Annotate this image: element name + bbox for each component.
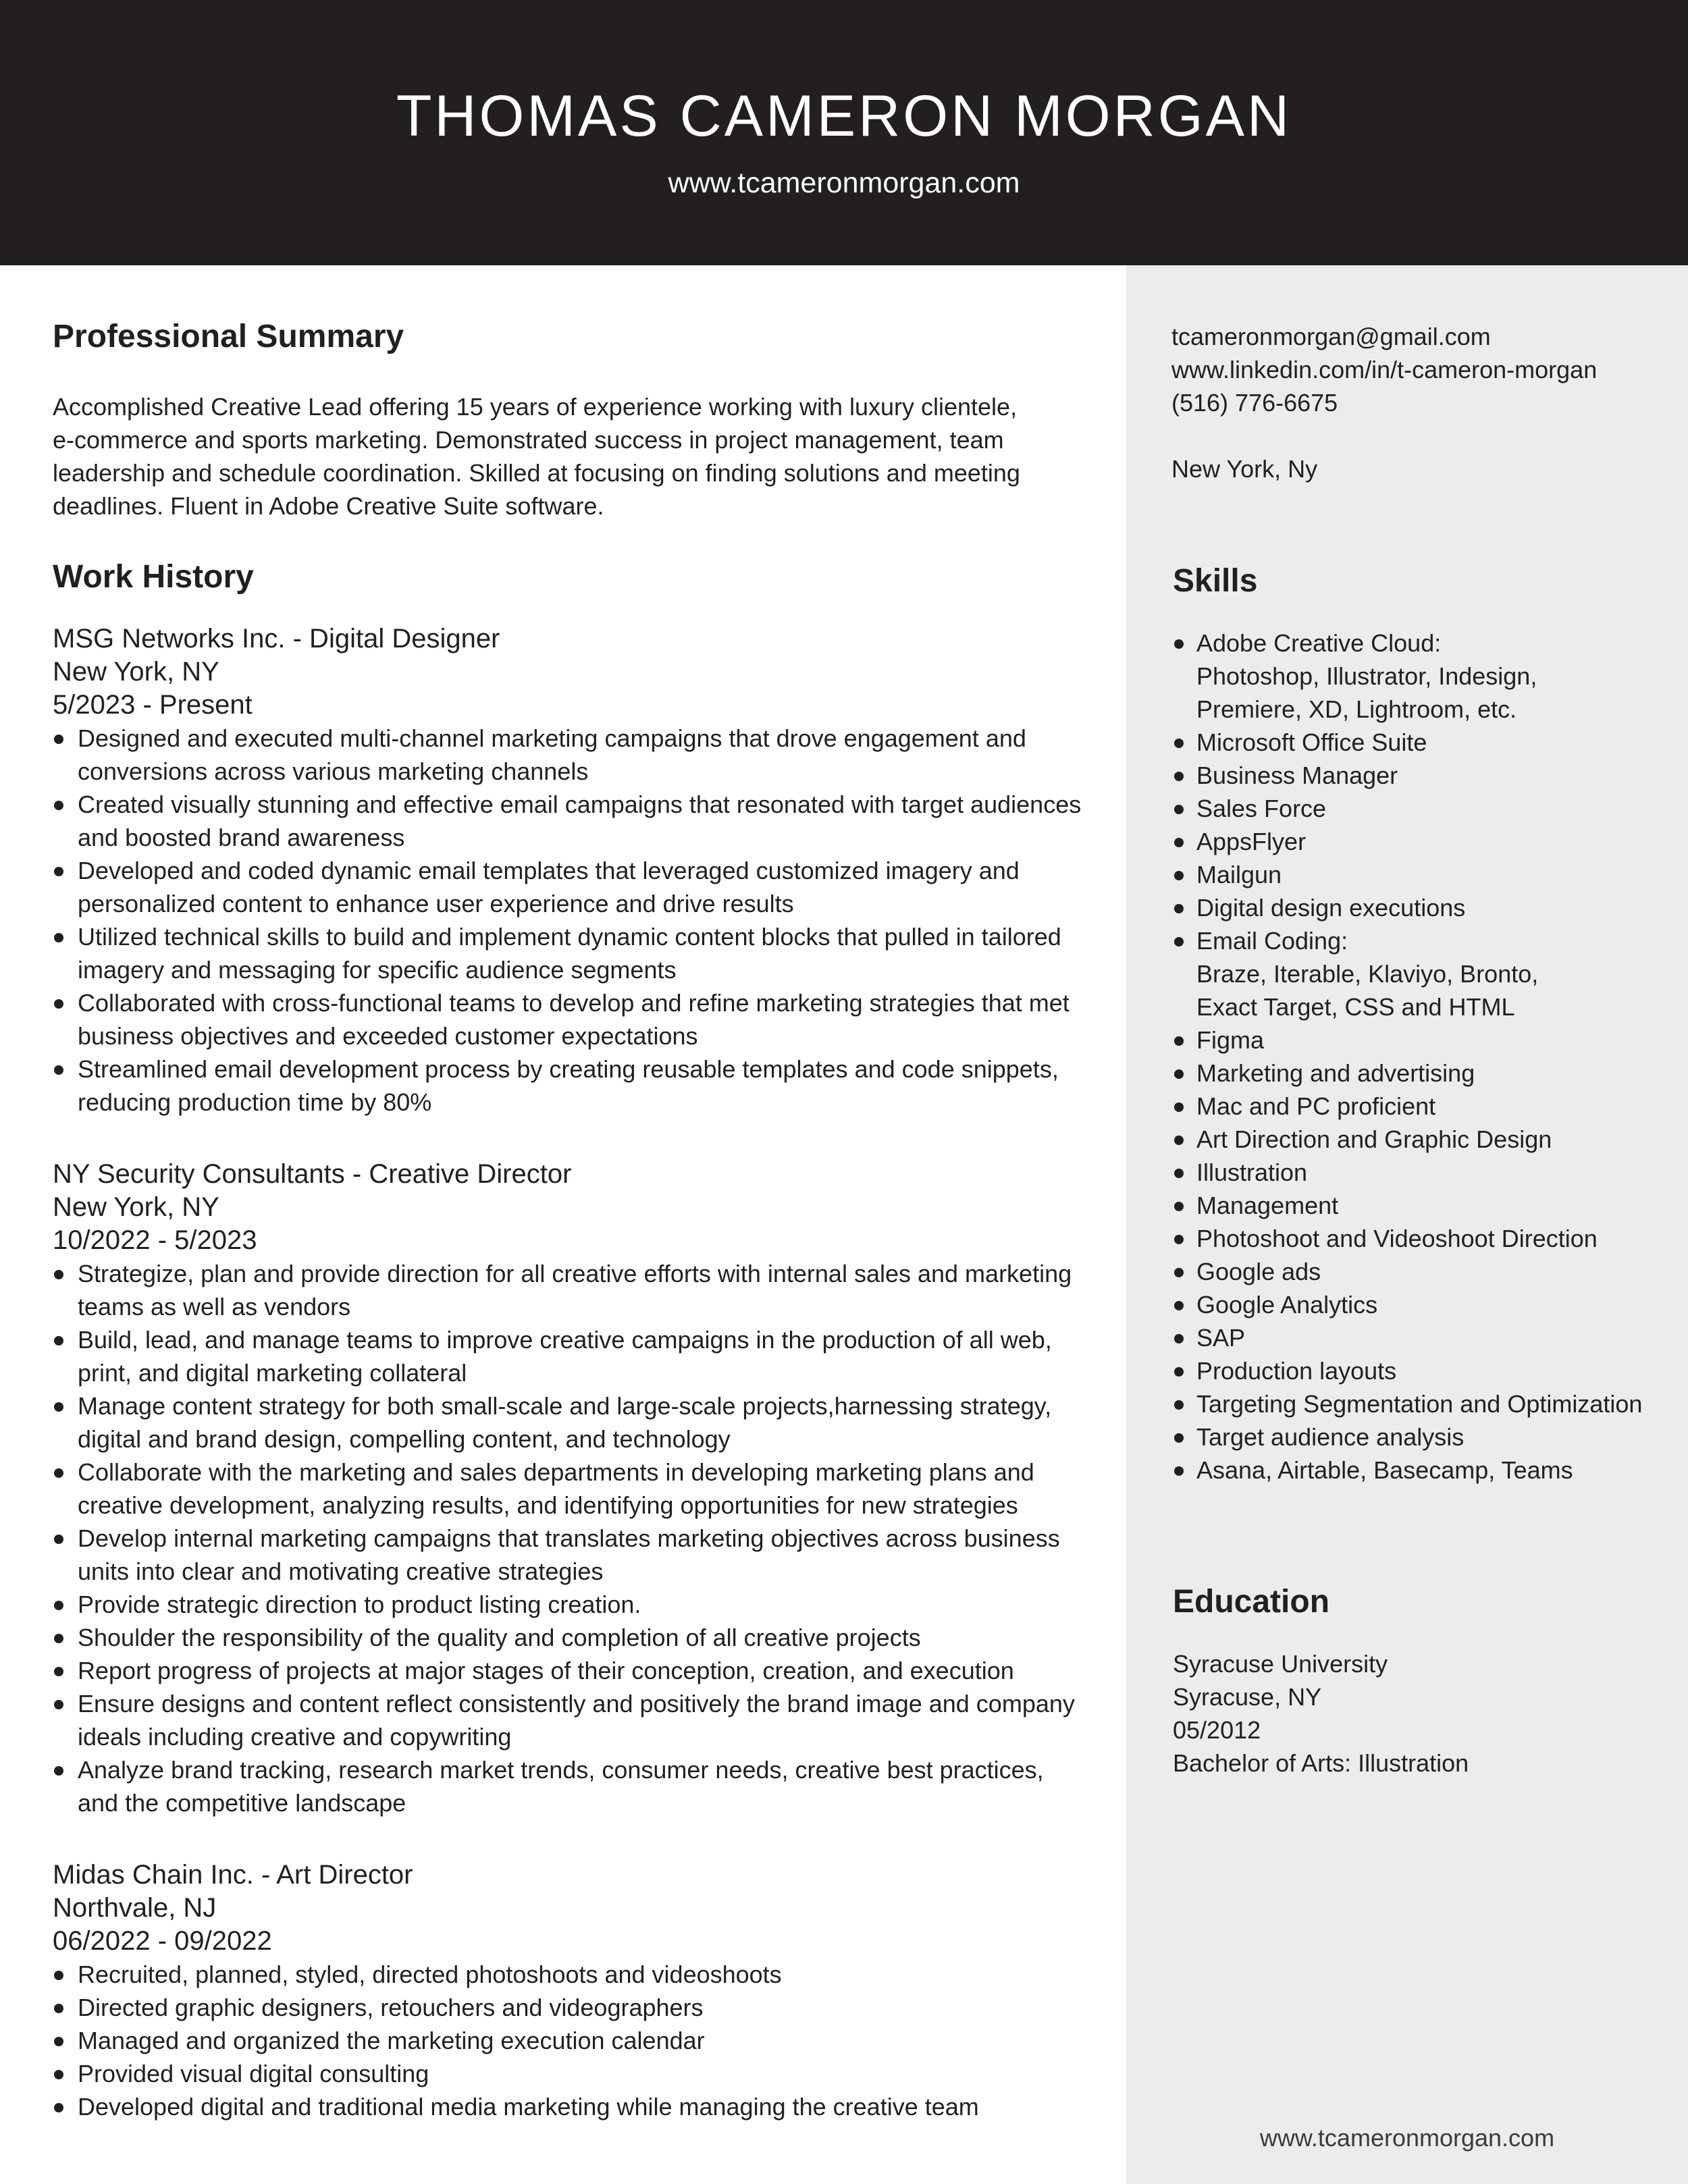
skill-text: Photoshoot and Videoshoot Direction (1196, 1225, 1598, 1252)
skill-item (1173, 1090, 1672, 1123)
job-dates: 06/2022 - 09/2022 (53, 1926, 272, 1956)
skill-text: Asana, Airtable, Basecamp, Teams (1196, 1456, 1573, 1484)
job-dates: 5/2023 - Present (53, 690, 253, 720)
job-bullet: Streamlined email development process by creating reusable templates and code snippets, reducing production time by 80% (53, 1053, 1086, 1119)
skill-text: Exact Target, CSS and HTML (1196, 993, 1515, 1021)
contact-location: New York, Ny (1171, 455, 1318, 483)
header-website[interactable]: www.tcameronmorgan.com (668, 167, 1020, 199)
job-list (53, 622, 1086, 2123)
candidate-name: THOMAS CAMERON MORGAN (396, 84, 1292, 149)
skill-item (1173, 1321, 1672, 1354)
skill-item (1173, 1354, 1672, 1387)
skill-text: Mac and PC proficient (1196, 1092, 1436, 1120)
skill-item (1173, 1222, 1672, 1255)
job-bullet: Provide strategic direction to product listing creation. (53, 1588, 1086, 1621)
education-location: Syracuse, NY (1173, 1683, 1322, 1711)
job-bullet: Managed and organized the marketing execution calendar (53, 2024, 1086, 2057)
job-location: New York, NY (53, 657, 219, 687)
skill-text: Adobe Creative Cloud: (1196, 629, 1442, 657)
skill-text: Targeting Segmentation and Optimization (1196, 1390, 1643, 1418)
skills-list (1173, 627, 1672, 1487)
skill-text: Business Manager (1196, 762, 1398, 789)
job-bullet: Developed and coded dynamic email templates that leveraged customized imagery and personalized content to enhance user experience and drive results (53, 854, 1086, 920)
job-bullet: Analyze brand tracking, research market trends, consumer needs, creative best practices, and the competitive landscape (53, 1753, 1086, 1819)
job-bullet: Build, lead, and manage teams to improve creative campaigns in the production of all web, print, and digital marketing collateral (53, 1323, 1086, 1389)
job-title: NY Security Consultants - Creative Director (53, 1159, 572, 1189)
contact-linkedin[interactable]: www.linkedin.com/in/t-cameron-morgan (1171, 356, 1598, 383)
footer-website[interactable]: www.tcameronmorgan.com (1259, 2124, 1555, 2152)
job-bullet: Developed digital and traditional media marketing while managing the creative team (53, 2090, 1086, 2123)
job-location: Northvale, NJ (53, 1893, 217, 1923)
skill-text: Photoshop, Illustrator, Indesign, (1196, 662, 1537, 690)
job-entry (53, 1158, 1086, 1819)
job-bullet: Created visually stunning and effective email campaigns that resonated with target audiences and boosted brand awareness (53, 788, 1086, 854)
job-bullet: Ensure designs and content reflect consistently and positively the brand image and company ideals including creative and copywriting (53, 1687, 1086, 1753)
job-bullet: Collaborate with the marketing and sales departments in developing marketing plans and creative development, analyzing results, and identifying opportunities for new strategies (53, 1456, 1086, 1522)
skill-item (1173, 1189, 1672, 1222)
skill-item (1173, 891, 1672, 924)
education-degree: Bachelor of Arts: Illustration (1173, 1749, 1469, 1777)
skill-text: Sales Force (1196, 795, 1327, 822)
skill-text: Figma (1196, 1026, 1265, 1054)
job-title: Midas Chain Inc. - Art Director (53, 1860, 413, 1890)
education-school: Syracuse University (1173, 1650, 1388, 1678)
skill-text: Google Analytics (1196, 1291, 1378, 1319)
skill-item (1173, 627, 1672, 726)
skill-text: Premiere, XD, Lightroom, etc. (1196, 695, 1517, 723)
skill-text: Digital design executions (1196, 894, 1466, 922)
job-bullet: Provided visual digital consulting (53, 2057, 1086, 2090)
skill-item (1173, 1420, 1672, 1454)
job-bullet: Shoulder the responsibility of the quality and completion of all creative projects (53, 1621, 1086, 1654)
skill-item (1173, 726, 1672, 759)
work-history-heading: Work History (53, 559, 254, 595)
job-bullet: Develop internal marketing campaigns that translates marketing objectives across business units into clear and motivating creative strategies (53, 1522, 1086, 1588)
skill-item (1173, 1454, 1672, 1487)
skill-text: Google ads (1196, 1258, 1321, 1285)
resume-header (0, 0, 1688, 265)
skill-text: SAP (1196, 1324, 1246, 1352)
skill-item (1173, 825, 1672, 858)
skill-item (1173, 1387, 1672, 1420)
job-entry (53, 622, 1086, 1119)
main-column (53, 317, 1086, 2123)
job-location: New York, NY (53, 1192, 219, 1222)
skill-item (1173, 792, 1672, 825)
contact-email[interactable]: tcameronmorgan@gmail.com (1171, 323, 1491, 350)
skill-item (1173, 1255, 1672, 1288)
skills-heading: Skills (1173, 563, 1258, 599)
skill-text: Target audience analysis (1196, 1423, 1465, 1451)
skill-item (1173, 1156, 1672, 1189)
skill-text: AppsFlyer (1196, 828, 1307, 855)
job-bullet: Manage content strategy for both small-scale and large-scale projects,harnessing strategy, digital and brand design, compelling content, and technology (53, 1389, 1086, 1456)
skill-item (1173, 858, 1672, 891)
skill-text: Management (1196, 1192, 1339, 1219)
skill-text: Marketing and advertising (1196, 1059, 1475, 1087)
skill-text: Email Coding: (1196, 927, 1348, 955)
contact-block (1171, 320, 1644, 485)
job-bullets (53, 722, 1086, 1119)
job-dates: 10/2022 - 5/2023 (53, 1225, 257, 1255)
job-bullet: Strategize, plan and provide direction for all creative efforts with internal sales and marketing teams as well as vendors (53, 1257, 1086, 1323)
job-bullet: Directed graphic designers, retouchers and videographers (53, 1991, 1086, 2024)
job-bullet: Designed and executed multi-channel marketing campaigns that drove engagement and conversions across various marketing channels (53, 722, 1086, 788)
job-bullet: Report progress of projects at major stages of their conception, creation, and execution (53, 1654, 1086, 1687)
skills-section (1173, 562, 1672, 1487)
skill-item (1173, 1288, 1672, 1321)
skill-item (1173, 1123, 1672, 1156)
summary-heading: Professional Summary (53, 319, 404, 354)
skill-item (1173, 924, 1672, 1023)
job-bullets (53, 1958, 1086, 2123)
skill-text: Microsoft Office Suite (1196, 728, 1427, 756)
skill-item (1173, 1057, 1672, 1090)
job-title: MSG Networks Inc. - Digital Designer (53, 624, 500, 654)
job-bullets (53, 1257, 1086, 1819)
education-heading: Education (1173, 1584, 1330, 1620)
education-date: 05/2012 (1173, 1716, 1261, 1744)
skill-text: Mailgun (1196, 861, 1282, 888)
job-entry (53, 1859, 1086, 2123)
skill-text: Illustration (1196, 1158, 1308, 1186)
skill-item (1173, 1023, 1672, 1057)
job-bullet: Recruited, planned, styled, directed photoshoots and videoshoots (53, 1958, 1086, 1991)
job-bullet: Collaborated with cross-functional teams to develop and refine marketing strategies that met business objectives and exceeded customer expectations (53, 986, 1086, 1053)
skill-text: Art Direction and Graphic Design (1196, 1125, 1552, 1153)
education-section (1173, 1582, 1645, 1780)
skill-text: Production layouts (1196, 1357, 1397, 1385)
skill-item (1173, 759, 1672, 792)
contact-phone[interactable]: (516) 776-6675 (1171, 389, 1338, 417)
skill-text: Braze, Iterable, Klaviyo, Bronto, (1196, 960, 1539, 988)
job-bullet: Utilized technical skills to build and implement dynamic content blocks that pulled in tailored imagery and messaging for specific audience segments (53, 920, 1086, 986)
summary-text: Accomplished Creative Lead offering 15 years of experience working with luxury clientele, e-commerce and sports marketing. Demonstrated success in project management, team leadership and schedule coordination. Skilled at focusing on finding solutions and meeting deadlines. Fluent in Adobe Creative Suite software. (53, 393, 1020, 520)
